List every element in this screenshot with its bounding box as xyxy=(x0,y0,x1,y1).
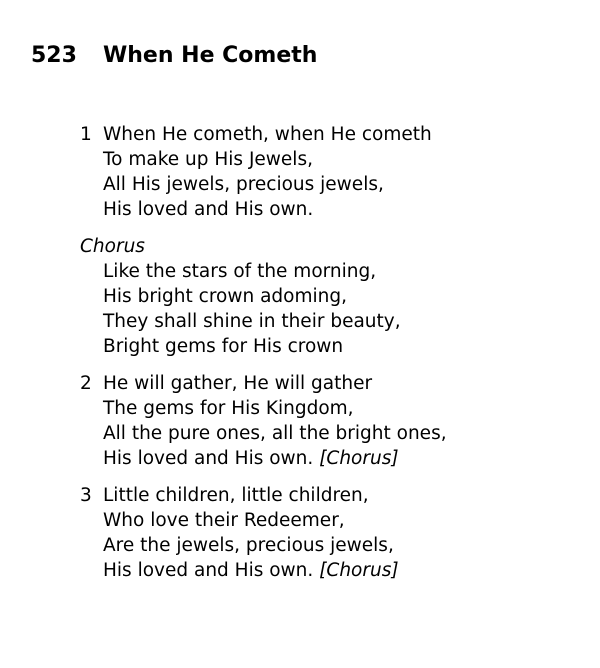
verse-2 xyxy=(80,371,447,471)
verse-line: When He cometh, when He cometh xyxy=(103,124,432,145)
verse-line: All the pure ones, all the bright ones, xyxy=(103,423,447,444)
hymn-number: 523 xyxy=(31,43,77,68)
verse-number: 1 xyxy=(80,124,92,145)
chorus-line: They shall shine in their beauty, xyxy=(103,311,401,332)
verse-3 xyxy=(80,483,447,583)
chorus-line: Like the stars of the morning, xyxy=(103,261,377,282)
verse-line xyxy=(80,446,447,471)
chorus-line: Bright gems for His crown xyxy=(103,336,344,357)
lyrics xyxy=(80,122,447,595)
verse-1 xyxy=(80,122,447,222)
chorus-reference: [Chorus] xyxy=(319,560,399,581)
chorus-reference: [Chorus] xyxy=(319,448,399,469)
verse-line: Who love their Redeemer, xyxy=(103,510,345,531)
verse-line-text: His loved and His own. xyxy=(103,448,314,469)
chorus-line: His bright crown adoming, xyxy=(103,286,347,307)
chorus-label: Chorus xyxy=(80,236,145,257)
verse-line: Little children, little children, xyxy=(103,485,369,506)
verse-line: His loved and His own. xyxy=(103,199,314,220)
hymn-title: When He Cometh xyxy=(103,43,318,68)
verse-line-text: His loved and His own. xyxy=(103,560,314,581)
verse-line: The gems for His Kingdom, xyxy=(103,398,354,419)
verse-line: All His jewels, precious jewels, xyxy=(103,174,384,195)
chorus xyxy=(80,234,447,359)
hymn-header xyxy=(31,42,317,70)
verse-line: Are the jewels, precious jewels, xyxy=(103,535,394,556)
verse-line: To make up His Jewels, xyxy=(103,149,313,170)
verse-line xyxy=(80,558,447,583)
verse-line: He will gather, He will gather xyxy=(103,373,373,394)
verse-number: 2 xyxy=(80,373,92,394)
verse-number: 3 xyxy=(80,485,92,506)
